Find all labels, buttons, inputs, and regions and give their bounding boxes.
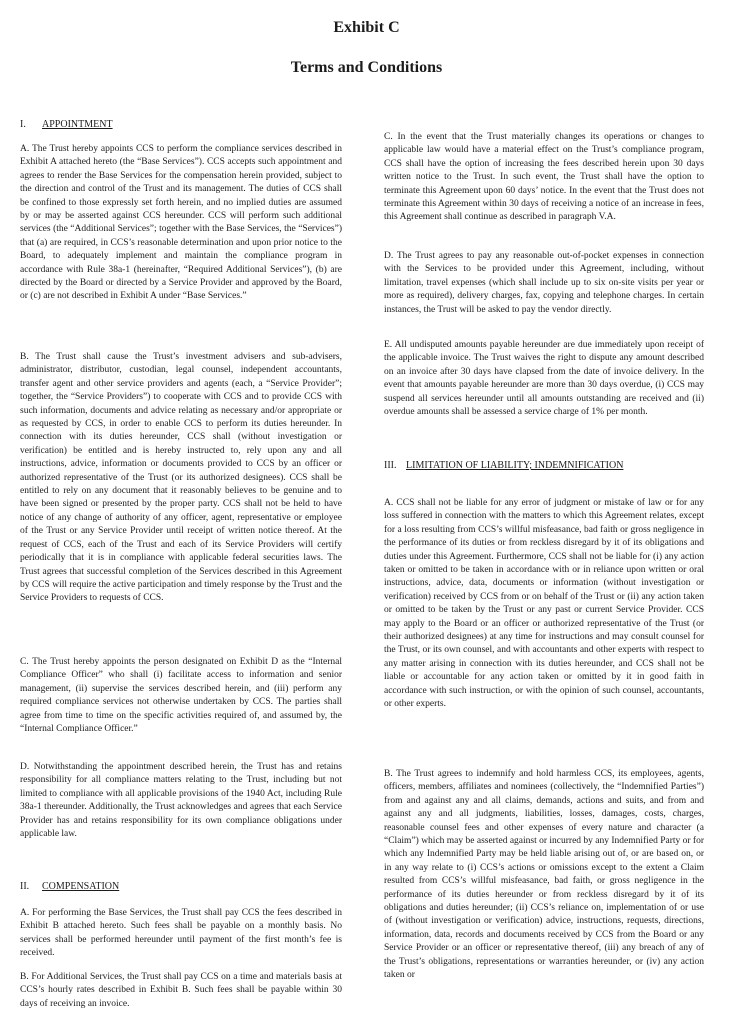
section-heading-liability (384, 459, 623, 472)
section-title: LIMITATION OF LIABILITY; INDEMNIFICATION (406, 460, 624, 471)
section-heading-compensation (20, 880, 119, 893)
paragraph-appointment-a: A. The Trust hereby appoints CCS to perform the compliance services described in Exhibit A attached hereto (the “Base Services”). CCS accepts such appointment and agrees to render the Base Services for the compensation herein provided, subject to the direction and control of the Trust and its management. The duties of CCS shall be confined to those expressly set forth herein, and no implied duties are assumed by or may be asserted against CCS hereunder. CCS will perform such additional services (the “Additional Services”; together with the Base Services, the “Services”) that (a) are required, in CCS’s reasonable determination and upon prior notice to the Board, to adequately implement and maintain the compliance program in accordance with Rule 38a-1 (hereinafter, “Required Additional Services”), (b) are directed by the Board or directed by a Service Provider and approved by the Board, or (c) are not described in Exhibit A under “Base Services.” (20, 144, 342, 302)
section-title: COMPENSATION (42, 881, 120, 892)
paragraph-compensation-c: C. In the event that the Trust materially changes its operations or changes to applicable law would have a material effect on the Trust’s compliance program, CCS shall have the option of increasing the fees described herein upon 30 days written notice to the Trust. In such event, the Trust shall have the option to terminate this Agreement upon 60 days’ notice. In the event that the Trust does not terminate this Agreement within 30 days of receiving a notice of an increase in fees, this Agreement shall continue as described in paragraph V.A. (384, 132, 704, 223)
page-title: Terms and Conditions (290, 59, 443, 76)
paragraph-compensation-e: E. All undisputed amounts payable hereunder are due immediately upon receipt of the applicable invoice. The Trust waives the right to dispute any amount described on an invoice after 30 days have clapsed from the date of invoice delivery. In the event that amounts payable hereunder are more than 30 days overdue, (i) CCS may suspend all services hereunder until all amounts outstanding are received and (ii) overdue amounts shall be assessed a service charge of 1% per month. (384, 340, 704, 418)
exhibit-label: Exhibit C (333, 19, 400, 36)
paragraph-compensation-d: D. The Trust agrees to pay any reasonable out-of-pocket expenses in connection with the Services to be provided under this Agreement, including, without limitation, travel expenses (which shall include up to six on-site visits per year or more as required), delivery charges, fax, copying and telephone charges. In certain instances, the Trust will be asked to pay the vendor directly. (384, 251, 704, 315)
paragraph-appointment-d: D. Notwithstanding the appointment described herein, the Trust has and retains responsibility for all compliance matters relating to the Trust, including but not limited to compliance with all applicable provisions of the 1940 Act, including Rule 38a-1 thereunder. Additionally, the Trust acknowledges and agrees that each Service Provider has and retains responsibility for its own compliance obligations under applicable law. (20, 762, 342, 840)
section-number: II. (20, 881, 30, 892)
section-heading-appointment (20, 118, 113, 131)
section-number: I. (20, 119, 26, 130)
paragraph-liability-b: B. The Trust agrees to indemnify and hold harmless CCS, its employees, agents, officers, members, affiliates and nominees (collectively, the “Indemnified Parties”) from and against any and all claims, demands, actions and suits, and from and against any and all judgments, liabilities, losses, damages, costs, charges, reasonable counsel fees and other expenses of every nature and character (a “Claim”) which may be asserted against or incurred by any Indemnified Party or for which any Indemnified Party may be held liable arising out of, or are based on, or in any way relate to (i) CCS’s actions or omissions except to the extent a Claim resulted from CCS’s willful misfeasance, bad faith, or gross negligence in the performance of its duties hereunder or from reckless disregard by it of its obligations and duties hereunder; (ii) CCS’s reliance on, implementation of or use of (without investigation or verification) advice, instructions, requests, directions, information, data, records and documents received by CCS from the Board or any Service Provider or an officer or representative thereof, (iii) any breach of any of the Trust’s obligations, representations or warranties hereunder, or (iv) any action taken or (384, 769, 704, 981)
section-number: III. (384, 460, 397, 471)
paragraph-appointment-b: B. The Trust shall cause the Trust’s investment advisers and sub-advisers, administrator, distributor, custodian, legal counsel, independent accountants, transfer agent and other service providers and agents (each, a “Service Provider”; together, the “Service Providers”) to cooperate with CCS and to provide CCS with such information, documents and advice relating as necessary and/or appropriate or as requested by CCS, in order to enable CCS to perform its duties hereunder. In connection with its duties hereunder, CCS shall (without investigation or verification) be entitled and is hereby instructed to, rely upon any and all instructions, advice, information or documents provided to CCS by an officer or authorized representative of the Trust (or its authorized designees). CCS shall be entitled to rely on any document that it reasonably believes to be genuine and to have been signed or presented by the proper party. CCS shall not be held to have notice of any change of authority of any officer, agent, representative or employee of the Trust or any Service Provider until receipt of written notice thereof. At the request of CCS, each of the Trust and each of its Service Providers will certify periodically that it is in compliance with applicable federal securities laws. The Trust agrees that successful completion of the Services described in this Agreement by CCS will require the active participation and timely response by the Trust and the Service Providers to requests of CCS. (20, 352, 342, 604)
paragraph-liability-a: A. CCS shall not be liable for any error of judgment or mistake of law or for any loss suffered in connection with the matters to which this Agreement relates, except for a loss resulting from CCS’s willful misfeasance, bad faith or gross negligence in the performance of its duties or from reckless disregard by it of its obligations and duties under this Agreement. Furthermore, CCS shall not be liable for (i) any action taken or omitted to be taken in accordance with or in reliance upon written or oral instructions, advice, data, documents or information (without investigation or verification) received by CCS from or on behalf of the Trust or (ii) any action taken or omitted to be taken by the Trust or any past or current Service Provider. CCS may apply to the Board or an officer or authorized representative of the Trust (or their authorized designees) at any time for instructions and may consult counsel for the Trust, or its own counsel, and with accountants and other experts with respect to any matter arising in connection with its duties hereunder, and CCS shall not be liable or accountable for any action taken or omitted by it in good faith in accordance with such instruction, or with the opinion of such counsel, accountants, or other experts. (384, 498, 704, 710)
paragraph-appointment-c: C. The Trust hereby appoints the person designated on Exhibit D as the “Internal Compliance Officer” who shall (i) facilitate access to information and senior management, (ii) supervise the services described herein, and (iii) perform any required compliance services not otherwise undertaken by CCS. The parties shall agree from time to time on the specific activities required of, and assumed by, the “Internal Compliance Officer.” (20, 657, 342, 735)
paragraph-compensation-a: A. For performing the Base Services, the Trust shall pay CCS the fees described in Exhibit B attached hereto. Such fees shall be payable on a monthly basis. No services shall be performed hereunder until payment of the first month’s fee is received. (20, 908, 342, 959)
paragraph-compensation-b: B. For Additional Services, the Trust shall pay CCS on a time and materials basis at CCS’s hourly rates described in Exhibit B. Such fees shall be payable within 30 days of receiving an invoice. (20, 972, 342, 1009)
section-title: APPOINTMENT (42, 119, 113, 130)
